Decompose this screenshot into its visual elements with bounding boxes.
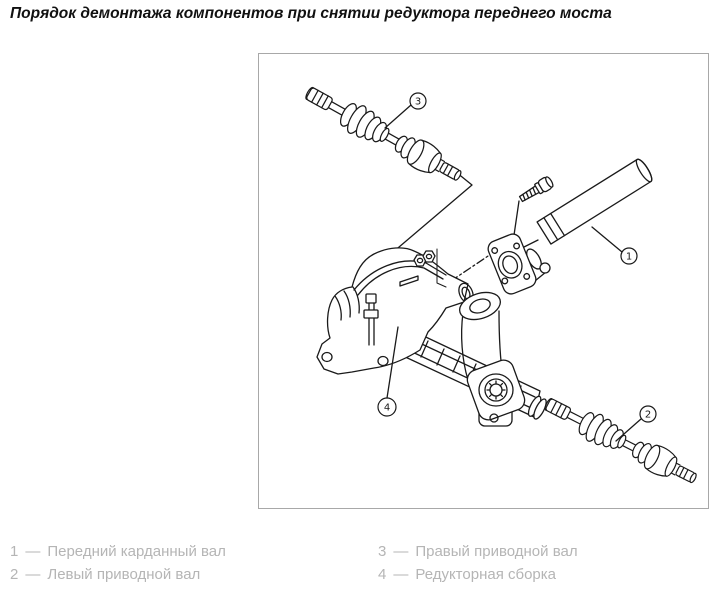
legend-item-3-number: 3 [378,543,387,560]
left-drive-shaft-drawing [526,390,702,492]
callout-2 [616,406,656,441]
exploded-view-drawing [259,54,708,508]
legend-item-1 [10,540,226,563]
legend-item-2 [10,563,226,586]
callout-4-number: 4 [383,402,391,414]
legend-item-2-dash: — [25,566,41,583]
legend-column-left [10,540,226,586]
callout-3 [385,93,426,128]
legend-item-2-number: 2 [10,566,19,583]
legend-item-1-label: Передний карданный вал [47,543,226,560]
legend-item-2-label: Левый приводной вал [47,566,201,583]
right-drive-shaft-drawing [300,79,467,190]
legend-item-4-label: Редукторная сборка [415,566,556,583]
callout-2-number: 2 [644,409,652,421]
callout-1-number: 1 [625,251,633,263]
legend-item-1-dash: — [25,543,41,560]
legend-item-3-dash: — [393,543,409,560]
legend-item-4-number: 4 [378,566,387,583]
callout-3-number: 3 [414,96,422,108]
figure-panel [258,53,709,509]
legend-item-4 [378,563,578,586]
legend-item-4-dash: — [393,566,409,583]
legend-item-1-number: 1 [10,543,19,560]
callout-1 [592,227,637,264]
legend-item-3-label: Правый приводной вал [415,543,578,560]
legend-column-right [378,540,578,586]
legend-item-3 [378,540,578,563]
propeller-shaft-drawing [486,157,655,296]
page-title: Порядок демонтажа компонентов при снятии редуктора переднего моста [10,5,612,22]
